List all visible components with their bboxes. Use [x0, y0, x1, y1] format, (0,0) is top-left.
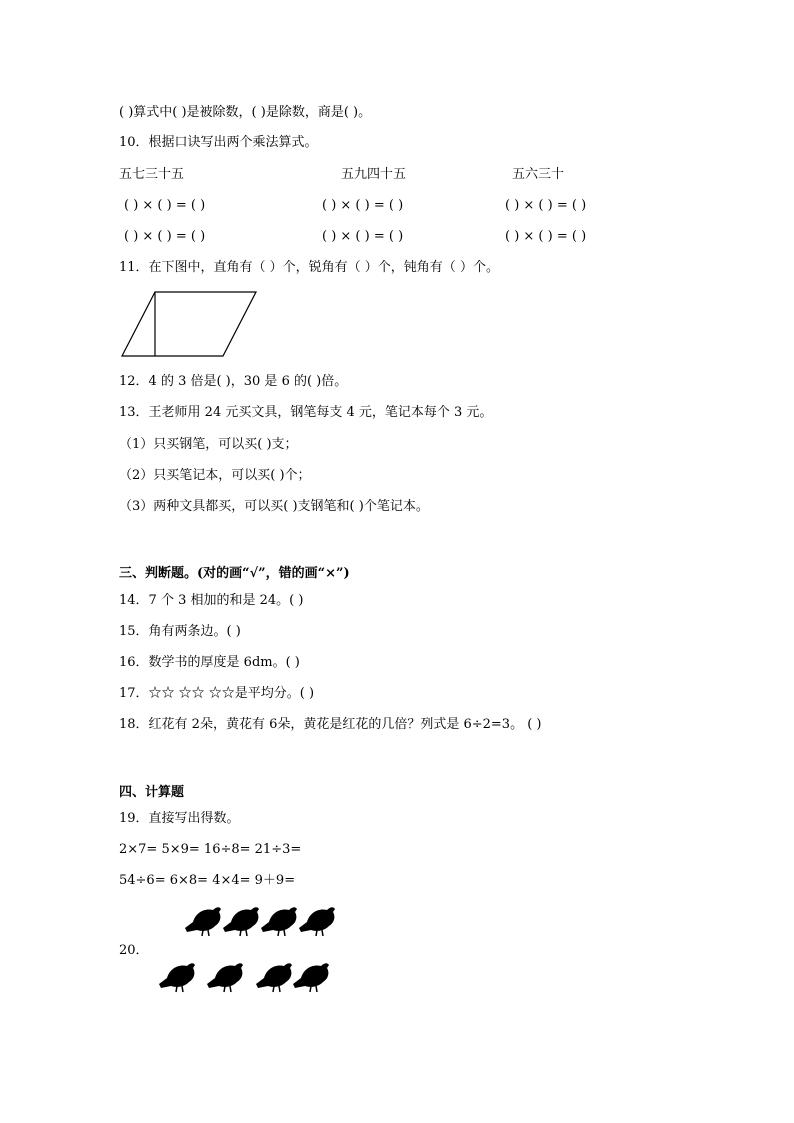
q10-title: 10．根据口诀写出两个乘法算式。: [119, 135, 318, 150]
bird-icon: [291, 962, 331, 994]
q17-line: 17．☆☆ ☆☆ ☆☆是平均分。( ): [119, 686, 315, 701]
bird-icon: [205, 962, 245, 994]
mult-blank-5: ( ) × ( ) = ( ): [322, 229, 404, 244]
q13-line: 13．王老师用 24 元买文具，钢笔每支 4 元，笔记本每个 3 元。: [119, 405, 493, 420]
q16-line: 16．数学书的厚度是 6dm。( ): [119, 655, 300, 670]
mult-blank-3: ( ) × ( ) = ( ): [505, 198, 587, 213]
bird-icon: [183, 906, 223, 938]
calc-row-1: 2×7= 5×9= 16÷8= 21÷3=: [119, 842, 302, 857]
bird-icon: [297, 906, 337, 938]
q10-verse-1: 五七三十五: [119, 167, 185, 182]
mult-blank-6: ( ) × ( ) = ( ): [505, 229, 587, 244]
q13-part-1: （1）只买钢笔，可以买( )支；: [119, 437, 298, 452]
q10-verse-3: 五六三十: [512, 167, 565, 182]
section-3-heading: 三、判断题。(对的画“√”，错的画“×”): [119, 566, 350, 581]
q12-line: 12．4 的 3 倍是( )，30 是 6 的( )倍。: [119, 374, 348, 389]
mult-blank-2: ( ) × ( ) = ( ): [322, 198, 404, 213]
q14-line: 14．7 个 3 相加的和是 24。( ): [119, 593, 304, 608]
parallelogram-figure: [118, 288, 258, 358]
q13-part-2: （2）只买笔记本，可以买( )个；: [119, 468, 311, 483]
q19-line: 19．直接写出得数。: [119, 811, 240, 826]
section-4-heading: 四、计算题: [119, 785, 185, 800]
q15-line: 15．角有两条边。( ): [119, 624, 241, 639]
bird-icon: [254, 962, 294, 994]
mult-blank-4: ( ) × ( ) = ( ): [124, 229, 206, 244]
bird-icon: [157, 962, 197, 994]
q11-line: 11．在下图中，直角有（ ）个，锐角有（ ）个，钝角有（ ）个。: [119, 260, 499, 275]
q18-line: 18．红花有 2朵，黄花有 6朵，黄花是红花的几倍？列式是 6÷2=3。 ( ): [119, 717, 542, 732]
calc-row-2: 54÷6= 6×8= 4×4= 9＋9=: [119, 873, 296, 888]
mult-blank-1: ( ) × ( ) = ( ): [124, 198, 206, 213]
q13-part-3: （3）两种文具都买，可以买( )支钢笔和( )个笔记本。: [119, 499, 429, 514]
q10-verse-2: 五九四十五: [341, 167, 407, 182]
bird-icon: [259, 906, 299, 938]
q9-line: ( )算式中( )是被除数，( )是除数，商是( )。: [119, 105, 372, 120]
bird-icon: [221, 906, 261, 938]
q20-line: 20．: [119, 943, 149, 958]
